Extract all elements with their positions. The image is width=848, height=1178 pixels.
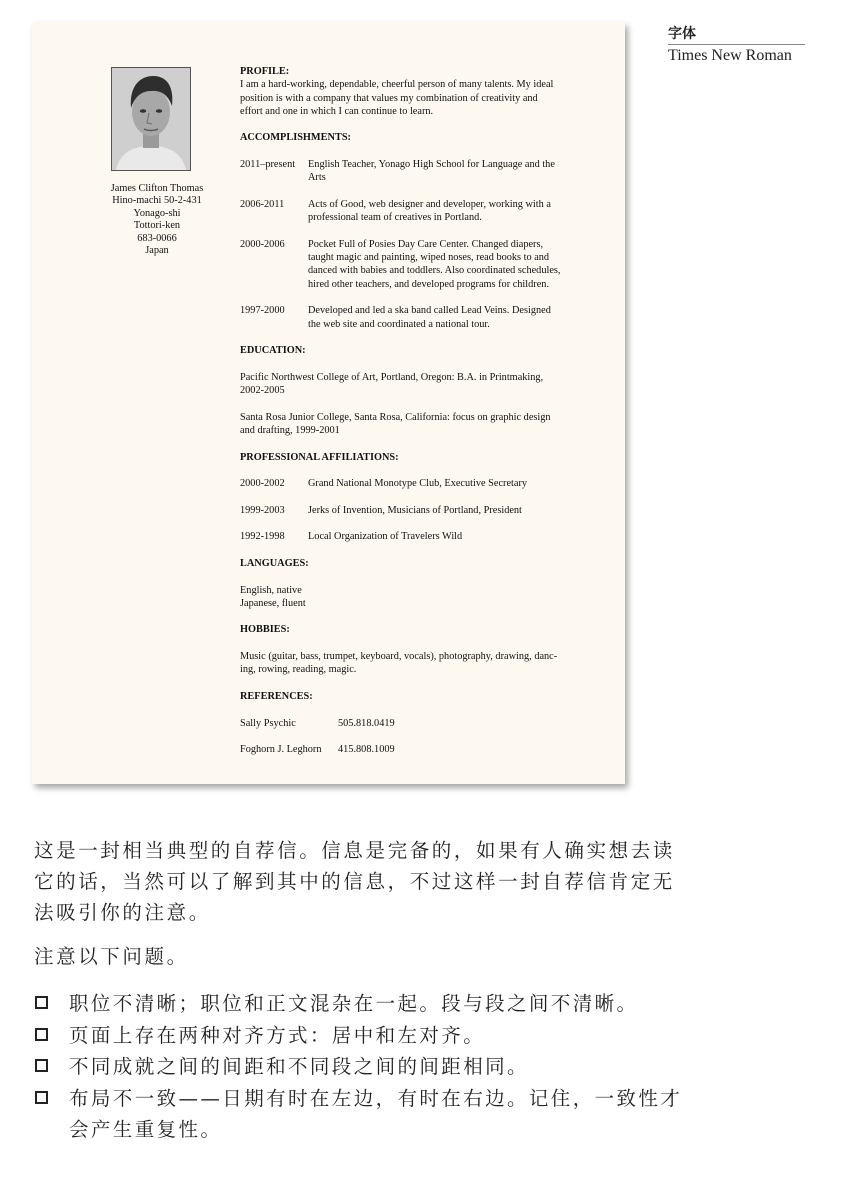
accomplishment-line: the web site and coordinated a national tour. [308, 318, 490, 330]
accomplishment-line: Developed and led a ska band called Lead Veins. Designed [308, 305, 551, 317]
reference-item [240, 717, 592, 730]
font-divider [668, 44, 805, 45]
affiliation-item [240, 504, 592, 517]
accomplishment-line: Acts of Good, web designer and developer, working with a [308, 198, 551, 210]
language-line: English, native [240, 584, 302, 596]
affiliation-dates: 1992-1998 [240, 531, 285, 543]
languages-heading: LANGUAGES: [240, 557, 309, 569]
profile-line: effort and one in which I can continue to learn. [240, 105, 434, 117]
issue-text: 页面上存在两种对齐方式：居中和左对齐。 [69, 1023, 486, 1047]
accomplishment-item [240, 304, 592, 331]
commentary-line: 这是一封相当典型的自荐信。信息是完备的，如果有人确实想去读 [34, 839, 675, 862]
education-line: Santa Rosa Junior College, Santa Rosa, California: focus on graphic design [240, 411, 551, 423]
accomplishment-line: taught magic and painting, wiped noses, read books to and [308, 252, 550, 264]
commentary-line: 它的话，当然可以了解到其中的信息，不过这样一封自荐信肯定无 [34, 870, 675, 893]
resume-body [240, 65, 592, 756]
reference-item [240, 743, 592, 756]
contact-name: James Clifton Thomas [110, 183, 204, 194]
affiliation-text: Grand National Monotype Club, Executive Secretary [308, 478, 528, 490]
profile-heading: PROFILE: [240, 66, 290, 77]
contact-city: Yonago-shi [133, 207, 181, 219]
affiliation-dates: 2000-2002 [240, 478, 285, 490]
hobbies-line: Music (guitar, bass, trumpet, keyboard, vocals), photography, drawing, danc- [240, 651, 558, 663]
affiliation-item [240, 477, 592, 490]
issue-text: 不同成就之间的间距和不同段之间的间距相同。 [69, 1055, 529, 1078]
accomplishment-item [240, 198, 592, 225]
checkbox-icon [35, 996, 48, 1009]
issue-text: 会产生重复性。 [69, 1118, 223, 1141]
education-line: Pacific Northwest College of Art, Portland, Oregon: B.A. in Printmaking, [240, 371, 544, 383]
accomplishment-line: professional team of creatives in Portland. [308, 212, 482, 224]
reference-name: Foghorn J. Leghorn [240, 744, 322, 756]
issue-list [34, 988, 734, 1146]
person-portrait-icon [112, 68, 190, 170]
accomplishment-dates: 2000-2006 [240, 238, 285, 250]
profile-line: position is with a company that values my combination of creativity and [240, 92, 538, 104]
profile-photo [111, 67, 191, 171]
font-name: Times New Roman [668, 47, 792, 64]
issue-item [34, 988, 734, 1020]
commentary-paragraph [34, 835, 734, 928]
commentary-line: 法吸引你的注意。 [34, 901, 211, 924]
contact-block [87, 183, 227, 257]
accomplishment-dates: 1997-2000 [240, 305, 285, 317]
issue-item [34, 1083, 734, 1146]
accomplishment-line: English Teacher, Yonago High School for Language and the [308, 159, 555, 171]
accomplishment-line: Arts [308, 172, 326, 184]
issue-item [34, 1051, 734, 1083]
affiliation-text: Local Organization of Travelers Wild [308, 531, 463, 543]
accomplishment-dates: 2006-2011 [240, 198, 285, 210]
reference-name: Sally Psychic [240, 717, 296, 729]
contact-prefecture: Tottori-ken [133, 220, 181, 232]
font-heading: 字体 [668, 26, 696, 42]
accomplishment-item [240, 158, 592, 185]
checkbox-icon [35, 1091, 48, 1104]
references-heading: REFERENCES: [240, 690, 313, 702]
affiliations-heading: PROFESSIONAL AFFILIATIONS: [240, 451, 399, 463]
reference-phone: 415.808.1009 [338, 744, 395, 756]
issue-item [34, 1020, 734, 1052]
accomplishments-heading: ACCOMPLISHMENTS: [240, 132, 351, 144]
education-line: 2002-2005 [240, 385, 285, 397]
affiliation-text: Jerks of Invention, Musicians of Portland, President [308, 504, 522, 516]
accomplishment-item [240, 238, 592, 291]
accomplishment-line: Pocket Full of Posies Day Care Center. Changed diapers, [308, 238, 544, 250]
language-line: Japanese, fluent [240, 597, 306, 609]
contact-address: Hino-machi 50-2-431 [112, 195, 202, 207]
checkbox-icon [35, 1059, 48, 1072]
profile-line: I am a hard-working, dependable, cheerful person of many talents. My ideal [240, 79, 554, 91]
education-heading: EDUCATION: [240, 345, 306, 357]
commentary-note: 注意以下问题。 [34, 945, 189, 968]
hobbies-line: ing, rowing, reading, magic. [240, 664, 357, 676]
affiliation-item [240, 530, 592, 543]
contact-postal-code: 683-0066 [137, 232, 177, 244]
issue-text: 职位不清晰；职位和正文混杂在一起。段与段之间不清晰。 [69, 992, 639, 1015]
reference-phone: 505.818.0419 [338, 717, 395, 729]
education-line: and drafting, 1999-2001 [240, 425, 340, 437]
accomplishment-dates: 2011–present [240, 159, 296, 171]
contact-country: Japan [145, 245, 169, 257]
issue-text: 布局不一致——日期有时在左边，有时在右边。记住，一致性才 [69, 1086, 683, 1110]
accomplishment-line: hired other teachers, and developed programs for children. [308, 278, 550, 290]
accomplishment-line: danced with babies and toddlers. Also coordinated schedules, [308, 265, 561, 277]
resume-page [32, 22, 625, 784]
affiliation-dates: 1999-2003 [240, 504, 285, 516]
hobbies-heading: HOBBIES: [240, 624, 290, 636]
checkbox-icon [35, 1028, 48, 1041]
